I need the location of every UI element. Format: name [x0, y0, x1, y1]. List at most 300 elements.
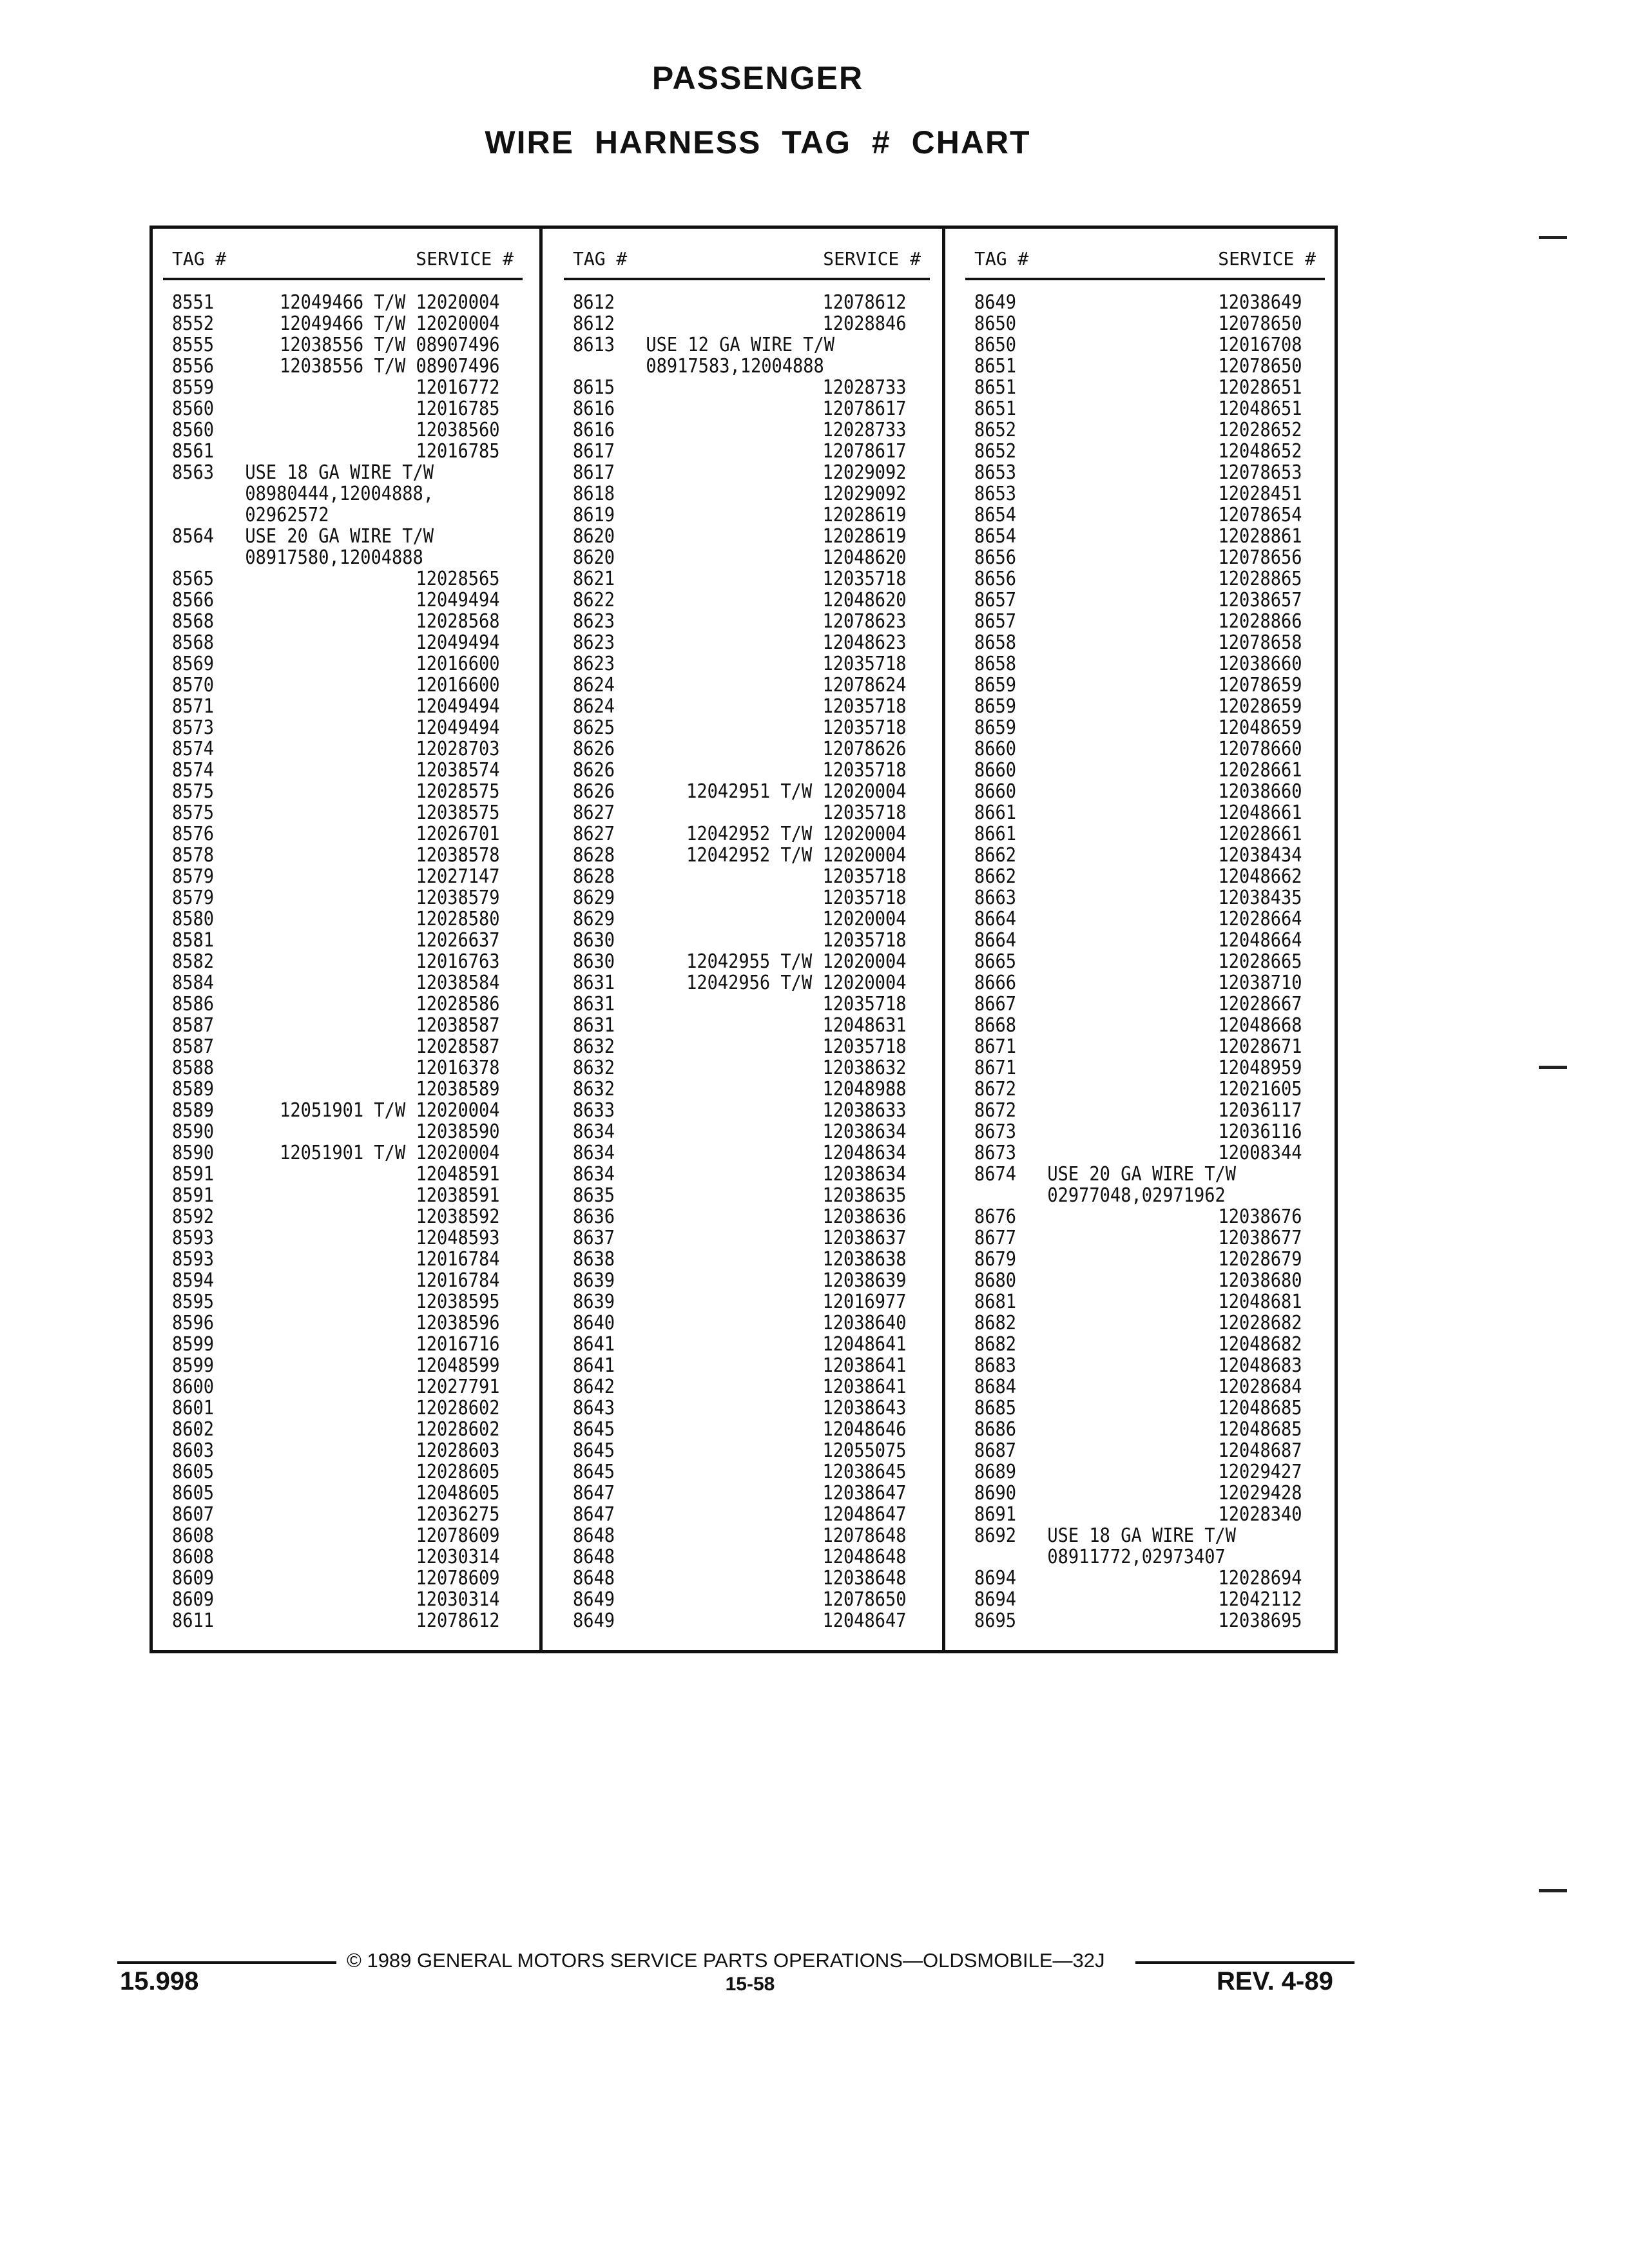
table-row	[974, 312, 1302, 335]
service-number: 12038435	[1218, 887, 1302, 909]
service-number: 12038595	[416, 1291, 500, 1313]
table-row	[974, 376, 1302, 399]
table-row	[573, 1035, 907, 1058]
table-row	[573, 504, 907, 526]
table-row	[573, 823, 907, 845]
service-number: 12026701	[416, 823, 500, 845]
table-row	[573, 356, 886, 377]
header-service: SERVICE #	[416, 248, 514, 269]
tag-number: 8689	[974, 1461, 1017, 1483]
tag-number: 8596	[172, 1312, 215, 1334]
service-number: 12028587	[416, 1035, 500, 1058]
tag-number: 8579	[172, 865, 215, 888]
table-row	[573, 1354, 907, 1377]
service-number: 12028733	[822, 419, 907, 441]
tag-number: 8694	[974, 1588, 1017, 1611]
tag-number: 8623	[573, 610, 615, 633]
service-number: 12038657	[1218, 589, 1302, 611]
table-row	[974, 887, 1302, 909]
service-number: 12028619	[822, 525, 907, 548]
table-row	[573, 589, 907, 611]
tag-number: 8650	[974, 334, 1017, 356]
tag-number: 8632	[573, 1078, 615, 1100]
service-number: 12038639	[822, 1269, 907, 1292]
table-row	[974, 398, 1302, 420]
service-number: 12028671	[1218, 1035, 1302, 1058]
tag-number: 8578	[172, 844, 215, 867]
service-number: 12048647	[822, 1610, 907, 1632]
table-row	[573, 716, 907, 739]
service-number: 12027791	[416, 1376, 500, 1398]
table-row	[573, 802, 907, 824]
tag-number: 8677	[974, 1227, 1017, 1249]
service-number: 12028605	[416, 1461, 500, 1483]
tag-number: 8671	[974, 1035, 1017, 1058]
tag-number: 8631	[573, 972, 615, 994]
tag-number: 8652	[974, 440, 1017, 463]
table-row	[573, 695, 907, 718]
table-row	[573, 1291, 907, 1313]
service-number: 12028661	[1218, 759, 1302, 782]
table-row	[974, 780, 1302, 803]
table-row	[974, 823, 1302, 845]
tag-number: 8657	[974, 610, 1017, 633]
service-number: 12078653	[1218, 461, 1302, 484]
tag-number: 8551	[172, 291, 215, 314]
tag-number: 8570	[172, 674, 215, 697]
table-row	[172, 568, 500, 590]
service-number: 12048620	[822, 589, 907, 611]
tag-number: 8573	[172, 716, 215, 739]
service-number: 12042956 T/W 12020004	[686, 972, 907, 994]
table-row	[172, 547, 479, 568]
table-row	[172, 1503, 500, 1526]
tag-number: 8626	[573, 780, 615, 803]
table-row	[573, 674, 907, 697]
tag-number: 8672	[974, 1078, 1017, 1100]
service-number: 12038579	[416, 887, 500, 909]
service-number: 12028684	[1218, 1376, 1302, 1398]
service-number: 12051901 T/W 12020004	[280, 1099, 500, 1122]
service-number: 12038660	[1218, 653, 1302, 675]
tag-number: 8599	[172, 1333, 215, 1356]
table-row	[974, 674, 1302, 697]
tag-number: 8563	[172, 461, 215, 484]
tag-number: 8682	[974, 1312, 1017, 1334]
tag-number: 8667	[974, 993, 1017, 1015]
margin-tick	[1539, 1066, 1567, 1069]
table-row	[974, 1503, 1302, 1526]
service-number: 12035718	[822, 716, 907, 739]
service-number: 12038643	[822, 1397, 907, 1419]
service-number: 12016784	[416, 1248, 500, 1271]
tag-number: 8662	[974, 844, 1017, 867]
tag-number: 8559	[172, 376, 215, 399]
tag-number: 8587	[172, 1035, 215, 1058]
table-row	[974, 1142, 1302, 1164]
table-row	[172, 823, 500, 845]
table-row	[172, 1142, 500, 1164]
service-number: 12038641	[822, 1376, 907, 1398]
service-number: 12038434	[1218, 844, 1302, 867]
table-row	[974, 759, 1302, 782]
table-rows	[573, 292, 921, 1631]
table-row	[172, 759, 500, 782]
service-number: 12048647	[822, 1503, 907, 1526]
table-row	[974, 653, 1302, 675]
tag-number: 8633	[573, 1099, 615, 1122]
table-row	[974, 525, 1302, 548]
table-row	[974, 1227, 1302, 1249]
table-row	[573, 1099, 907, 1122]
table-row	[172, 1397, 500, 1419]
service-number: 12038560	[416, 419, 500, 441]
tag-number: 8560	[172, 419, 215, 441]
service-number: 12038638	[822, 1248, 907, 1271]
tag-number: 8565	[172, 568, 215, 590]
footer-rule-right	[1135, 1961, 1354, 1964]
service-number: 12038590	[416, 1120, 500, 1143]
tag-number: 8630	[573, 950, 615, 973]
table-row	[172, 929, 500, 952]
service-number: 12035718	[822, 653, 907, 675]
service-number: 12049494	[416, 589, 500, 611]
service-number: 12038635	[822, 1184, 907, 1207]
tag-number: 8663	[974, 887, 1017, 909]
tag-number: 8591	[172, 1184, 215, 1207]
service-number: 12016772	[416, 376, 500, 399]
tag-number: 8600	[172, 1376, 215, 1398]
footer-revision: REV. 4-89	[1217, 1967, 1333, 1995]
tag-number: 8575	[172, 780, 215, 803]
service-number: 12078623	[822, 610, 907, 633]
table-row	[172, 419, 500, 441]
table-row	[974, 1397, 1302, 1419]
service-number: 12048681	[1218, 1291, 1302, 1313]
tag-number: 8617	[573, 440, 615, 463]
table-row	[172, 355, 500, 378]
column-divider	[539, 229, 543, 1650]
service-number: 12028586	[416, 993, 500, 1015]
table-panel-3	[974, 229, 1316, 1650]
service-number: 12028733	[822, 376, 907, 399]
table-row	[573, 376, 907, 399]
service-number: 12038584	[416, 972, 500, 994]
table-row	[172, 1035, 500, 1058]
service-number: 12028652	[1218, 419, 1302, 441]
tag-number: 8622	[573, 589, 615, 611]
table-row	[172, 1206, 500, 1228]
tag-number: 8686	[974, 1418, 1017, 1441]
service-number: 12028846	[822, 312, 907, 335]
service-number: 12038695	[1218, 1610, 1302, 1632]
tag-number: 8682	[974, 1333, 1017, 1356]
table-row	[974, 1078, 1302, 1100]
table-row	[974, 1588, 1302, 1611]
tag-number: 8651	[974, 355, 1017, 378]
table-row	[974, 461, 1302, 484]
tag-number: 8652	[974, 419, 1017, 441]
service-number: 12078617	[822, 440, 907, 463]
service-number: 12048959	[1218, 1057, 1302, 1079]
table-row	[573, 1206, 907, 1228]
table-row	[974, 1035, 1302, 1058]
table-row	[573, 759, 907, 782]
table-row	[974, 568, 1302, 590]
service-number: 12038660	[1218, 780, 1302, 803]
table-row	[573, 461, 907, 484]
tag-number: 8556	[172, 355, 215, 378]
service-number: 12016763	[416, 950, 500, 973]
table-row	[974, 1185, 1282, 1206]
table-row	[172, 695, 500, 718]
table-row	[172, 802, 500, 824]
tag-number: 8629	[573, 887, 615, 909]
table-row	[573, 865, 907, 888]
service-number: 12035718	[822, 929, 907, 952]
table-row	[573, 1418, 907, 1441]
service-number: 12028866	[1218, 610, 1302, 633]
footer-copyright: © 1989 GENERAL MOTORS SERVICE PARTS OPERATIONS—OLDSMOBILE—32J	[347, 1949, 1105, 1972]
tag-number: 8658	[974, 631, 1017, 654]
tag-number: 8575	[172, 802, 215, 824]
tag-number: 8668	[974, 1014, 1017, 1037]
service-number: 12048634	[822, 1142, 907, 1164]
service-number: 12035718	[822, 759, 907, 782]
table-row	[974, 1461, 1302, 1483]
tag-number: 8680	[974, 1269, 1017, 1292]
service-number: 12035718	[822, 568, 907, 590]
service-number: 12051901 T/W 12020004	[280, 1142, 500, 1164]
service-note: USE 20 GA WIRE T/W	[1047, 1163, 1236, 1186]
table-row	[974, 1206, 1302, 1228]
service-number: 12028565	[416, 568, 500, 590]
service-number: 12038634	[822, 1163, 907, 1186]
tag-number: 8676	[974, 1206, 1017, 1228]
service-number: 12038633	[822, 1099, 907, 1122]
table-row	[172, 1120, 500, 1143]
table-row	[974, 334, 1302, 356]
service-number: 12028682	[1218, 1312, 1302, 1334]
table-row	[974, 865, 1302, 888]
service-number: 12035718	[822, 887, 907, 909]
header-tag: TAG #	[573, 248, 628, 269]
service-number: 12035718	[822, 695, 907, 718]
table-row	[974, 546, 1302, 569]
tag-number: 8624	[573, 695, 615, 718]
service-number: 12028340	[1218, 1503, 1302, 1526]
table-row	[172, 1184, 500, 1207]
service-number: 12038596	[416, 1312, 500, 1334]
service-number: 12035718	[822, 802, 907, 824]
service-number: 12028602	[416, 1397, 500, 1419]
tag-number: 8617	[573, 461, 615, 484]
table-row	[172, 1227, 500, 1249]
service-number: 12048599	[416, 1354, 500, 1377]
tag-number: 8625	[573, 716, 615, 739]
tag-number: 8580	[172, 908, 215, 930]
tag-number: 8648	[573, 1524, 615, 1547]
service-number: 12038578	[416, 844, 500, 867]
table-row	[172, 865, 500, 888]
table-row	[172, 738, 500, 760]
table-row	[573, 653, 907, 675]
service-number: 12078650	[1218, 312, 1302, 335]
tag-number: 8603	[172, 1439, 215, 1462]
tag-number: 8651	[974, 376, 1017, 399]
tag-number: 8605	[172, 1461, 215, 1483]
tag-number: 8642	[573, 1376, 615, 1398]
table-row	[172, 844, 500, 867]
table-row	[172, 887, 500, 909]
table-row	[172, 716, 500, 739]
tag-number: 8643	[573, 1397, 615, 1419]
service-number: 12038589	[416, 1078, 500, 1100]
tag-number: 8672	[974, 1099, 1017, 1122]
tag-number: 8664	[974, 908, 1017, 930]
tag-number: 8650	[974, 312, 1017, 335]
service-number: 12036116	[1218, 1120, 1302, 1143]
table-row	[974, 631, 1302, 654]
table-row	[974, 1312, 1302, 1334]
table-header	[172, 248, 514, 270]
table-row	[974, 1610, 1302, 1632]
service-number: 12038591	[416, 1184, 500, 1207]
table-row	[974, 1014, 1302, 1037]
table-row	[172, 1333, 500, 1356]
service-number: 12048659	[1218, 716, 1302, 739]
tag-number: 8653	[974, 461, 1017, 484]
tag-number: 8623	[573, 631, 615, 654]
service-number: 12038632	[822, 1057, 907, 1079]
service-number: 12055075	[822, 1439, 907, 1462]
table-row	[573, 546, 907, 569]
table-row	[172, 1376, 500, 1398]
table-row	[974, 504, 1302, 526]
service-number: 12016378	[416, 1057, 500, 1079]
table-row	[974, 1376, 1302, 1398]
service-number: 12048685	[1218, 1418, 1302, 1441]
service-note: 02977048,02971962	[1047, 1184, 1226, 1207]
table-row	[573, 525, 907, 548]
tag-number: 8634	[573, 1120, 615, 1143]
tag-number: 8641	[573, 1333, 615, 1356]
tag-number: 8608	[172, 1546, 215, 1568]
tag-number: 8692	[974, 1524, 1017, 1547]
tag-number: 8564	[172, 525, 215, 548]
service-number: 12030314	[416, 1546, 500, 1568]
header-service: SERVICE #	[1218, 248, 1316, 269]
service-number: 12048988	[822, 1078, 907, 1100]
table-row	[573, 1312, 907, 1334]
service-number: 12078609	[416, 1524, 500, 1547]
service-number: 12042955 T/W 12020004	[686, 950, 907, 973]
service-number: 12078654	[1218, 504, 1302, 526]
table-row	[573, 1014, 907, 1037]
tag-number: 8665	[974, 950, 1017, 973]
tag-number: 8587	[172, 1014, 215, 1037]
table-row	[573, 1524, 907, 1547]
tag-number: 8660	[974, 759, 1017, 782]
tag-number: 8653	[974, 483, 1017, 505]
table-row	[573, 440, 907, 463]
table-row	[573, 1503, 907, 1526]
service-number: 12038710	[1218, 972, 1302, 994]
table-rows	[172, 292, 514, 1631]
service-number: 12021605	[1218, 1078, 1302, 1100]
service-number: 12027147	[416, 865, 500, 888]
table-row	[172, 1588, 500, 1611]
tag-number: 8568	[172, 610, 215, 633]
tag-number: 8645	[573, 1418, 615, 1441]
tag-number: 8595	[172, 1291, 215, 1313]
tag-number: 8581	[172, 929, 215, 952]
tag-number: 8592	[172, 1206, 215, 1228]
service-number: 12026637	[416, 929, 500, 952]
tag-number: 8631	[573, 993, 615, 1015]
tag-number: 8648	[573, 1567, 615, 1590]
service-number: 12048641	[822, 1333, 907, 1356]
tag-number: 8662	[974, 865, 1017, 888]
tag-number: 8673	[974, 1120, 1017, 1143]
table-row	[573, 1142, 907, 1164]
service-number: 12016708	[1218, 334, 1302, 356]
tag-number: 8630	[573, 929, 615, 952]
table-row	[172, 993, 500, 1015]
tag-number: 8555	[172, 334, 215, 356]
service-note: USE 18 GA WIRE T/W	[245, 461, 434, 484]
service-number: 12048682	[1218, 1333, 1302, 1356]
page-title-line1: PASSENGER	[651, 60, 864, 96]
footer-rule-left	[117, 1961, 336, 1964]
tag-number: 8589	[172, 1078, 215, 1100]
table-row	[974, 1418, 1302, 1441]
service-number: 12020004	[822, 908, 907, 930]
service-number: 12038649	[1218, 291, 1302, 314]
table-row	[573, 1057, 907, 1079]
service-number: 12028665	[1218, 950, 1302, 973]
tag-number: 8593	[172, 1248, 215, 1271]
table-row	[974, 1099, 1302, 1122]
tag-number: 8601	[172, 1397, 215, 1419]
table-row	[974, 1354, 1302, 1377]
tag-number: 8647	[573, 1482, 615, 1504]
service-number: 12035718	[822, 865, 907, 888]
tag-number: 8638	[573, 1248, 615, 1271]
service-number: 12042952 T/W 12020004	[686, 844, 907, 867]
service-number: 12048685	[1218, 1397, 1302, 1419]
table-row	[172, 589, 500, 611]
service-number: 12048623	[822, 631, 907, 654]
service-number: 12038676	[1218, 1206, 1302, 1228]
tag-number: 8616	[573, 398, 615, 420]
table-row	[573, 1163, 907, 1186]
table-row	[172, 1014, 500, 1037]
table-rows	[974, 292, 1316, 1631]
table-row	[172, 462, 479, 483]
margin-tick	[1539, 1889, 1567, 1892]
header-rule	[163, 278, 523, 280]
table-row	[573, 1333, 907, 1356]
table-row	[573, 1482, 907, 1504]
service-number: 12048648	[822, 1546, 907, 1568]
tag-number: 8632	[573, 1035, 615, 1058]
table-row	[573, 1269, 907, 1292]
table-row	[172, 1269, 500, 1292]
table-row	[172, 1610, 500, 1632]
table-row	[974, 802, 1302, 824]
tag-number: 8659	[974, 674, 1017, 697]
